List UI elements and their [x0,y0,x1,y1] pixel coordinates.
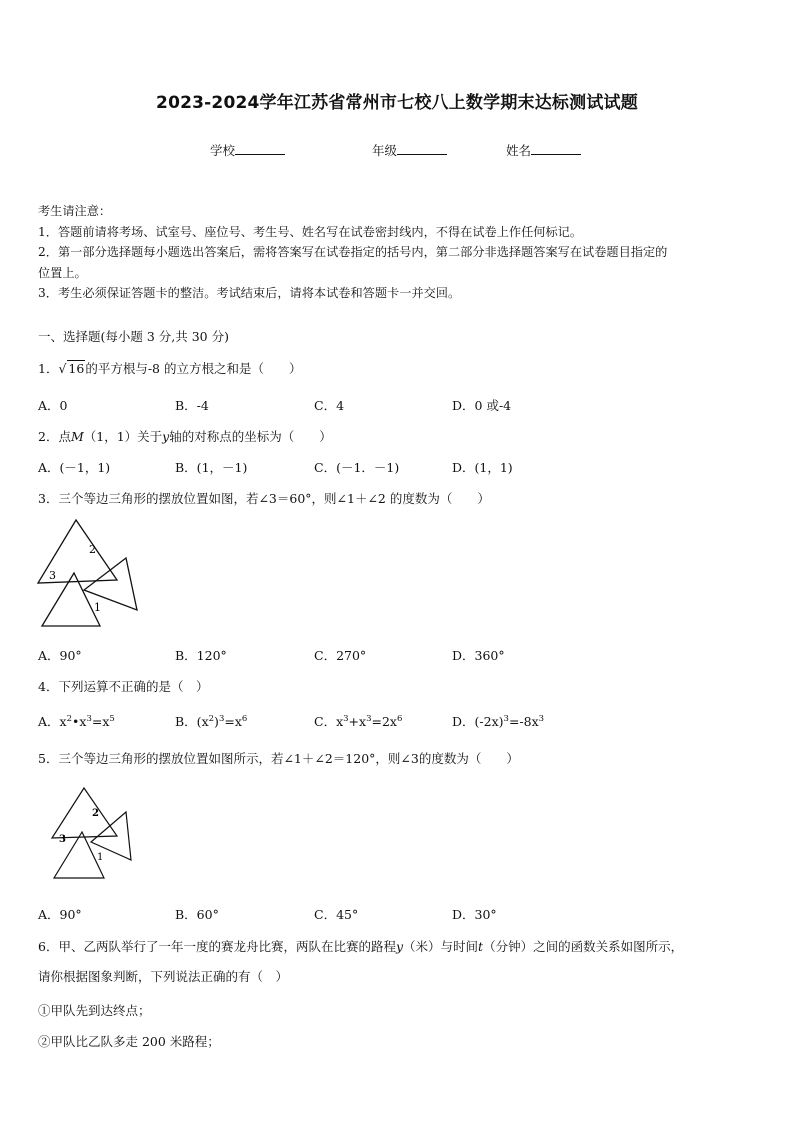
notice-item: 1．答题前请将考场、试室号、座位号、考生号、姓名写在试卷密封线内，不得在试卷上作任何标记。 [38,224,583,239]
triangles-figure-q5 [48,786,134,882]
notice-block [38,201,667,304]
school-blank [235,142,285,155]
school-label: 学校 [210,143,236,158]
school-field [210,141,285,159]
sqrt-sign: √ [58,361,67,376]
question-text: 2．点 [38,429,71,444]
option-b: B．-4 [175,398,209,413]
angle-label-2: 2 [92,808,99,819]
variable-y: y [395,939,404,954]
option-a: A．$x^2•x^3=x^5$ [38,714,115,729]
notice-item: 2．第一部分选择题每小题选出答案后，需将答案写在试卷指定的括号内，第二部分非选择题答案写在试卷题目指定的 [38,245,668,259]
option-b: B．(1，－1) [175,460,248,475]
grade-label: 年级 [372,143,398,158]
question-1 [38,359,301,377]
option-c: C．4 [314,398,345,413]
question-text: （分钟）之间的函数关系如图所示， [483,939,684,954]
question-text: （1，1）关于 [83,429,163,444]
angle-label-1: 1 [97,852,104,863]
option-a: A．0 [38,398,68,413]
question-number: 1． [38,361,59,376]
question-4: 4．下列运算不正确的是（ ） [38,679,209,694]
triangle-top [52,788,117,838]
grade-field [372,141,447,159]
option-c: C．45° [314,907,359,922]
question-text: 轴的对称点的坐标为（ ） [169,429,332,444]
question-text: 的平方根与-8 的立方根之和是（ ） [85,361,302,376]
notice-item: 3．考生必须保证答题卡的整洁。考试结束后，请将本试卷和答题卡一并交回。 [38,286,461,300]
option-b: B．120° [175,648,227,663]
question-text: （米）与时间 [403,939,479,954]
option-d: D．(1，1) [452,460,513,475]
section-heading: 一、选择题(每小题 3 分,共 30 分) [38,329,229,344]
angle-label-3: 3 [59,834,66,845]
option-b: B．$(x^2)^3=x^6$ [175,714,248,729]
question-text: 6．甲、乙两队举行了一年一度的赛龙舟比赛，两队在比赛的路程 [38,939,396,954]
option-a: A．90° [38,648,82,663]
question-6-line-2: 请你根据图象判断，下列说法正确的有（ ） [38,969,289,984]
option-c: C．$x^3+x^3=2x^6$ [314,714,403,729]
radicand: 16 [68,361,85,376]
angle-label-1: 1 [94,601,101,614]
point-label: M [70,429,84,444]
grade-blank [397,142,447,155]
notice-item: 位置上。 [38,265,87,280]
angle-label-3: 3 [49,569,56,582]
angle-label-2: 2 [89,543,96,556]
question-2 [38,427,332,445]
option-c: C．270° [314,648,367,663]
question-6 [38,937,683,955]
statement-1: ①甲队先到达终点； [38,1003,151,1018]
question-3: 3．三个等边三角形的摆放位置如图，若∠3＝60°，则∠1＋∠2 的度数为（ ） [38,491,490,506]
option-d: D．360° [452,648,505,663]
option-b: B．60° [175,907,219,922]
option-a: A．90° [38,907,82,922]
statement-2: ②甲队比乙队多走 200 米路程； [38,1034,220,1049]
option-a: A．(－1，1) [38,460,111,475]
option-c: C．(－1．－1) [314,460,400,475]
option-d: D．0 或-4 [452,398,512,413]
question-5: 5．三个等边三角形的摆放位置如图所示，若∠1＋∠2＝120°，则∠3的度数为（ ） [38,751,519,766]
notice-heading: 考生请注意： [38,204,112,218]
option-d: D．30° [452,907,497,922]
axis-label: y [162,429,170,444]
option-d: D．$(-2x)^3=-8x^3$ [452,714,545,729]
variable-t: t [478,939,484,954]
triangle-right [84,558,137,610]
name-blank [531,142,581,155]
name-label: 姓名 [506,143,532,158]
page-title: 2023-2024学年江苏省常州市七校八上数学期末达标测试试题 [156,93,638,113]
triangles-figure-q3 [34,518,144,630]
name-field [506,141,581,159]
